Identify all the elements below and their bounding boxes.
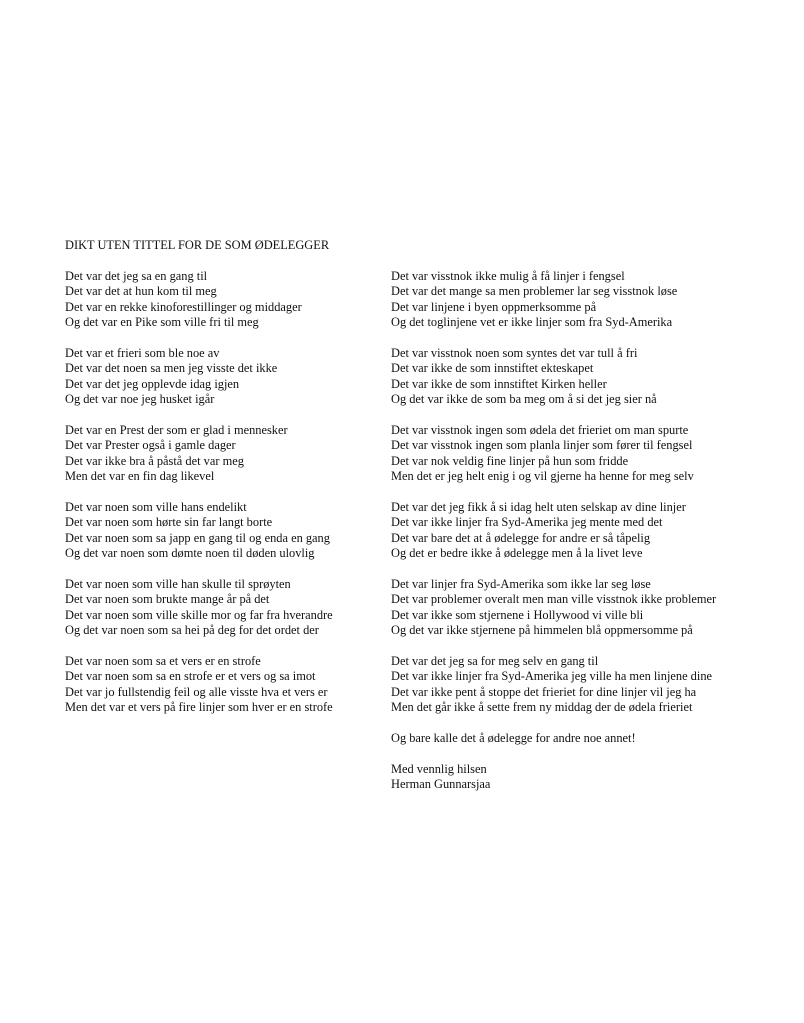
poem-line: Det var en rekke kinoforestillinger og middager (65, 299, 302, 314)
poem-line: Og det toglinjene vet er ikke linjer som fra Syd-Amerika (391, 315, 673, 330)
poem-line: Det var jo fullstendig feil og alle visste hva et vers er (65, 684, 328, 699)
poem-line: Det var nok veldig fine linjer på hun som fridde (391, 453, 629, 468)
stanza (65, 577, 385, 639)
poem-line: Og det er bedre ikke å ødelegge men å la livet leve (391, 546, 643, 561)
poem-line: Det var noen som sa en strofe er et vers og sa imot (65, 669, 316, 684)
poem-line: Det var visstnok noen som syntes det var tull å fri (391, 345, 638, 360)
stanza (391, 423, 791, 485)
poem-line: Det var problemer overalt men man ville visstnok ikke problemer (391, 592, 717, 607)
poem-line: Det var det jeg sa for meg selv en gang til (391, 653, 599, 668)
stanza (65, 269, 385, 331)
poem-line: Det var visstnok ingen som planla linjer som fører til fengsel (391, 438, 693, 453)
poem-line: Det var ikke bra å påstå det var meg (65, 453, 244, 468)
poem-line: Det var ikke linjer fra Syd-Amerika jeg mente med det (391, 515, 663, 530)
poem-line: Og det var ikke stjernene på himmelen blå oppmersomme på (391, 622, 693, 637)
stanza (65, 500, 385, 562)
stanza (391, 654, 791, 716)
poem-line: Det var det jeg sa en gang til (65, 269, 208, 283)
stanza (391, 500, 791, 562)
poem-line: Det var det noen sa men jeg visste det ikke (65, 361, 278, 376)
poem-line: Og det var en Pike som ville fri til meg (65, 315, 259, 330)
poem-line: Det var noen som brukte mange år på det (65, 592, 270, 607)
greeting: Med vennlig hilsen (391, 761, 487, 776)
poem-line: Det var visstnok ingen som ødela det frieriet om man spurte (391, 422, 689, 437)
poem-line: Men det er jeg helt enig i og vil gjerne ha henne for meg selv (391, 469, 694, 484)
poem-line: Men det var et vers på fire linjer som hver er en strofe (65, 699, 333, 714)
left-column (65, 269, 385, 731)
poem-line: Det var noen som sa japp en gang til og enda en gang (65, 530, 330, 545)
poem-line: Og det var noen som sa hei på deg for det ordet der (65, 622, 319, 637)
poem-line: Det var noen som sa et vers er en strofe (65, 653, 261, 668)
poem-line: Det var ikke linjer fra Syd-Amerika jeg ville ha men linjene dine (391, 669, 713, 684)
poem-line: Det var en Prest der som er glad i mennesker (65, 422, 288, 437)
poem-line: Det var et frieri som ble noe av (65, 345, 220, 360)
stanza (391, 346, 791, 408)
poem-line: Og det var noe jeg husket igår (65, 392, 215, 407)
poem-line: Det var noen som hørte sin far langt borte (65, 515, 273, 530)
stanza (391, 577, 791, 639)
poem-line: Det var det jeg opplevde idag igjen (65, 376, 240, 391)
poem-line: Det var noen som ville hans endelikt (65, 499, 247, 514)
stanza (391, 269, 791, 331)
poem-line: Det var det mange sa men problemer lar seg visstnok løse (391, 284, 678, 299)
poem-line: Det var noen som ville skille mor og far fra hverandre (65, 607, 333, 622)
poem-line: Og det var noen som dømte noen til døden ulovlig (65, 546, 315, 561)
poem-line: Det var linjer fra Syd-Amerika som ikke lar seg løse (391, 576, 651, 591)
poem-line: Men det går ikke å sette frem ny middag der de ødela frieriet (391, 699, 693, 714)
poem-line: Det var det at hun kom til meg (65, 284, 217, 299)
poem-title: DIKT UTEN TITTEL FOR DE SOM ØDELEGGER (65, 238, 330, 252)
poem-line: Det var det jeg fikk å si idag helt uten selskap av dine linjer (391, 499, 686, 514)
poem-line: Det var ikke som stjernene i Hollywood vi ville bli (391, 607, 644, 622)
poem-line: Det var ikke pent å stoppe det frieriet for dine linjer vil jeg ha (391, 684, 697, 699)
poem-line: Det var ikke de som innstiftet Kirken heller (391, 376, 607, 391)
author-name: Herman Gunnarsjaa (391, 776, 491, 791)
closing-line (391, 731, 791, 746)
poem-line: Men det var en fin dag likevel (65, 469, 215, 484)
poem-line: Det var bare det at å ødelegge for andre er så tåpelig (391, 530, 651, 545)
poem-line: Det var noen som ville han skulle til sprøyten (65, 576, 291, 591)
poem-line: Og bare kalle det å ødelegge for andre noe annet! (391, 730, 636, 745)
stanza (65, 346, 385, 408)
poem-line: Det var ikke de som innstiftet ekteskapet (391, 361, 594, 376)
poem-line: Og det var ikke de som ba meg om å si det jeg sier nå (391, 392, 657, 407)
signoff (391, 762, 791, 793)
poem-line: Det var linjene i byen oppmerksomme på (391, 299, 597, 314)
right-column (391, 269, 791, 792)
stanza (65, 654, 385, 716)
poem-line: Det var visstnok ikke mulig å få linjer i fengsel (391, 269, 625, 283)
poem-line: Det var Prester også i gamle dager (65, 438, 236, 453)
stanza (65, 423, 385, 485)
